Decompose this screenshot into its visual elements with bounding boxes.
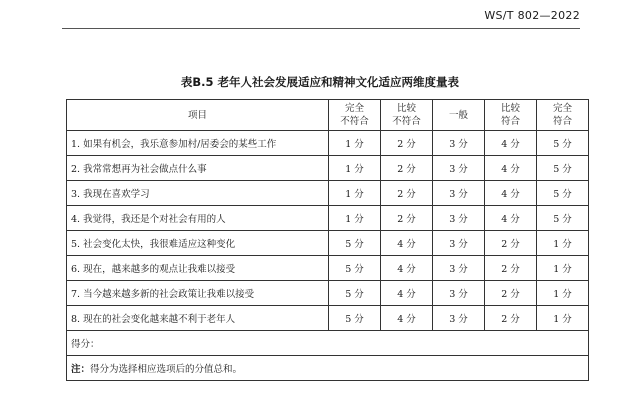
- score-cell: 1 分: [537, 256, 589, 281]
- score-cell: 1 分: [329, 156, 381, 181]
- column-header-3: 一般: [433, 100, 485, 131]
- table-row: [67, 206, 589, 231]
- score-cell: 1 分: [329, 206, 381, 231]
- table-row: [67, 181, 589, 206]
- score-cell: 2 分: [485, 231, 537, 256]
- score-cell: 1 分: [537, 281, 589, 306]
- score-cell: 2 分: [381, 206, 433, 231]
- score-cell: 3 分: [433, 206, 485, 231]
- table-note: [67, 356, 589, 381]
- score-cell: 2 分: [381, 131, 433, 156]
- score-cell: 5 分: [329, 256, 381, 281]
- column-header-1: 完全 不符合: [329, 100, 381, 131]
- score-cell: 4 分: [485, 131, 537, 156]
- note-label: 注：: [71, 364, 91, 375]
- document-code: WS/T 802—2022: [484, 9, 580, 22]
- score-cell: 2 分: [485, 256, 537, 281]
- score-cell: 1 分: [329, 131, 381, 156]
- score-cell: 1 分: [537, 306, 589, 331]
- score-cell: 4 分: [381, 306, 433, 331]
- score-cell: 3 分: [433, 181, 485, 206]
- score-cell: 5 分: [329, 306, 381, 331]
- table-row: [67, 231, 589, 256]
- note-text: 得分为选择相应选项后的分值总和。: [90, 364, 243, 375]
- score-cell: 3 分: [433, 156, 485, 181]
- scale-table: [66, 99, 589, 381]
- score-cell: 1 分: [537, 231, 589, 256]
- note-row: [67, 356, 589, 381]
- row-item-text: 1. 如果有机会，我乐意参加村/居委会的某些工作: [67, 131, 329, 156]
- total-row: [67, 331, 589, 356]
- score-cell: 5 分: [537, 181, 589, 206]
- column-header-4: 比较 符合: [485, 100, 537, 131]
- table-title: 表B.5 老年人社会发展适应和精神文化适应两维度量表: [180, 75, 460, 89]
- score-cell: 1 分: [329, 181, 381, 206]
- header-rule: [62, 28, 580, 29]
- score-cell: 5 分: [537, 131, 589, 156]
- score-cell: 2 分: [485, 306, 537, 331]
- row-item-text: 6. 现在，越来越多的观点让我难以接受: [67, 256, 329, 281]
- score-cell: 5 分: [329, 281, 381, 306]
- score-cell: 3 分: [433, 306, 485, 331]
- score-cell: 2 分: [381, 156, 433, 181]
- score-cell: 3 分: [433, 131, 485, 156]
- score-cell: 4 分: [485, 156, 537, 181]
- score-cell: 3 分: [433, 281, 485, 306]
- column-header-2: 比较 不符合: [381, 100, 433, 131]
- score-cell: 4 分: [485, 181, 537, 206]
- score-cell: 4 分: [381, 256, 433, 281]
- row-item-text: 7. 当今越来越多新的社会政策让我难以接受: [67, 281, 329, 306]
- row-item-text: 3. 我现在喜欢学习: [67, 181, 329, 206]
- total-label: 得分：: [67, 331, 589, 356]
- score-cell: 4 分: [381, 281, 433, 306]
- table-row: [67, 281, 589, 306]
- score-cell: 2 分: [485, 281, 537, 306]
- column-header-5: 完全 符合: [537, 100, 589, 131]
- row-item-text: 2. 我常常想再为社会做点什么事: [67, 156, 329, 181]
- table-row: [67, 131, 589, 156]
- score-cell: 5 分: [537, 206, 589, 231]
- row-item-text: 8. 现在的社会变化越来越不利于老年人: [67, 306, 329, 331]
- column-header-item: 项目: [67, 100, 329, 131]
- row-item-text: 5. 社会变化太快，我很难适应这种变化: [67, 231, 329, 256]
- row-item-text: 4. 我觉得，我还是个对社会有用的人: [67, 206, 329, 231]
- score-cell: 4 分: [485, 206, 537, 231]
- score-cell: 5 分: [329, 231, 381, 256]
- score-cell: 3 分: [433, 256, 485, 281]
- score-cell: 5 分: [537, 156, 589, 181]
- score-cell: 3 分: [433, 231, 485, 256]
- table-row: [67, 156, 589, 181]
- table-row: [67, 306, 589, 331]
- score-cell: 2 分: [381, 181, 433, 206]
- table-row: [67, 256, 589, 281]
- header-row: [67, 100, 589, 131]
- score-cell: 4 分: [381, 231, 433, 256]
